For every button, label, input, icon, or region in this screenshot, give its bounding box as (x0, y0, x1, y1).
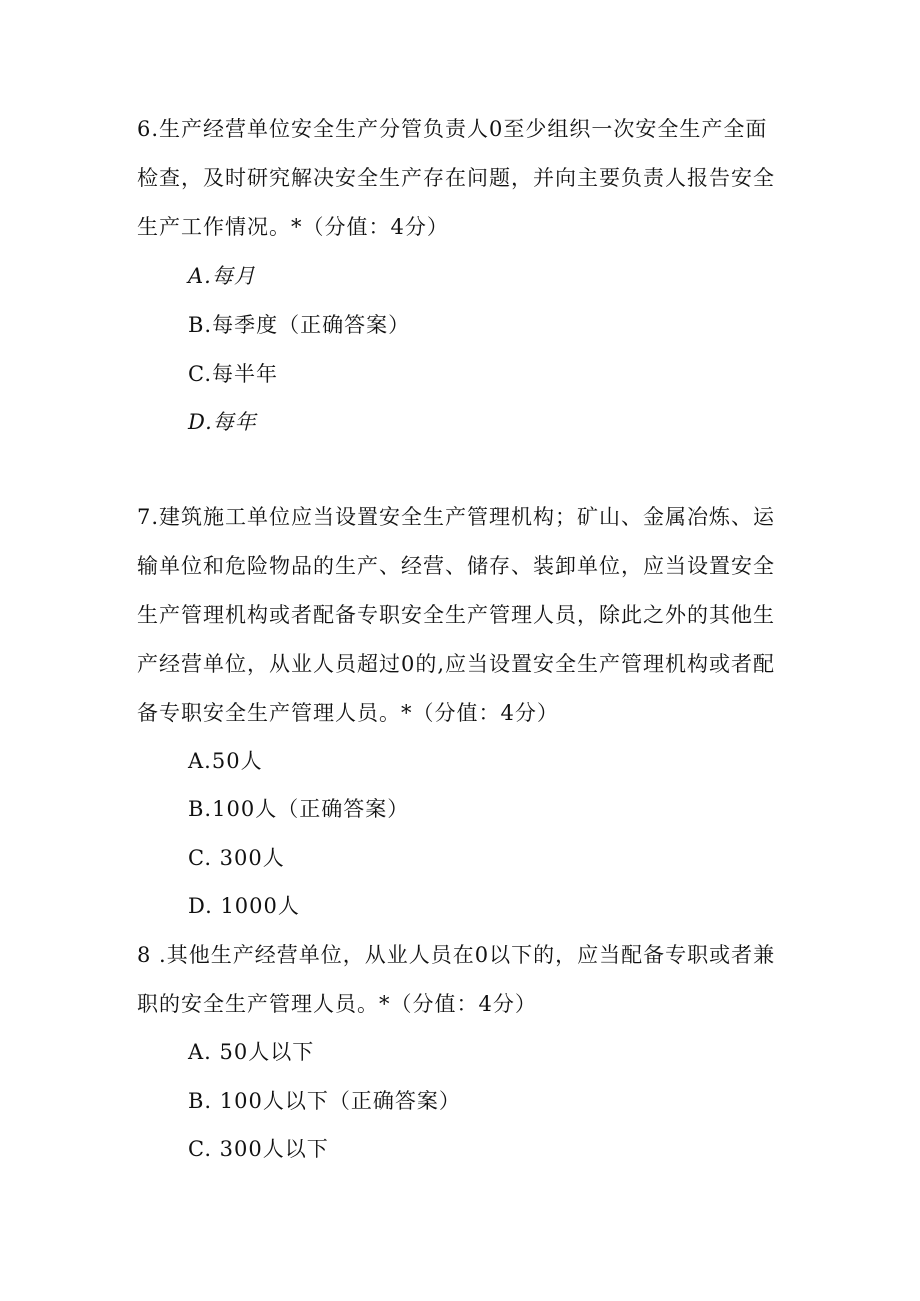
question-8-option-b: B. 100人以下（正确答案） (188, 1089, 461, 1113)
question-7-text: 7.建筑施工单位应当设置安全生产管理机构；矿山、金属冶炼、运输单位和危险物品的生产、经营、储存、装卸单位，应当设置安全生产管理机构或者配备专职安全生产管理人员，除此之外的其他生产经营单位，从业人员超过0的,应当设置安全生产管理机构或者配备专职安全生产管理人员。*（分值：4分） (137, 505, 776, 725)
question-8-option-a: A. 50人以下 (188, 1040, 315, 1064)
question-8-option-c: C. 300人以下 (188, 1137, 329, 1161)
question-6-option-a: A.每月 (188, 264, 256, 288)
question-7-option-c: C. 300人 (188, 846, 285, 870)
question-8-text: 8 .其他生产经营单位，从业人员在0以下的，应当配备专职或者兼职的安全生产管理人员。*（分值：4分） (137, 943, 776, 1016)
question-6-option-b: B.每季度（正确答案） (188, 313, 411, 337)
question-7-option-a: A.50人 (188, 749, 263, 773)
question-6-option-d: D.每年 (188, 410, 257, 434)
question-6-option-c: C.每半年 (188, 362, 278, 386)
question-6-text: 6.生产经营单位安全生产分管负责人0至少组织一次安全生产全面检查，及时研究解决安全生产存在问题，并向主要负责人报告安全生产工作情况。*（分值：4分） (137, 117, 775, 239)
question-7-option-d: D. 1000人 (188, 894, 300, 918)
question-7-option-b: B.100人（正确答案） (188, 797, 410, 821)
